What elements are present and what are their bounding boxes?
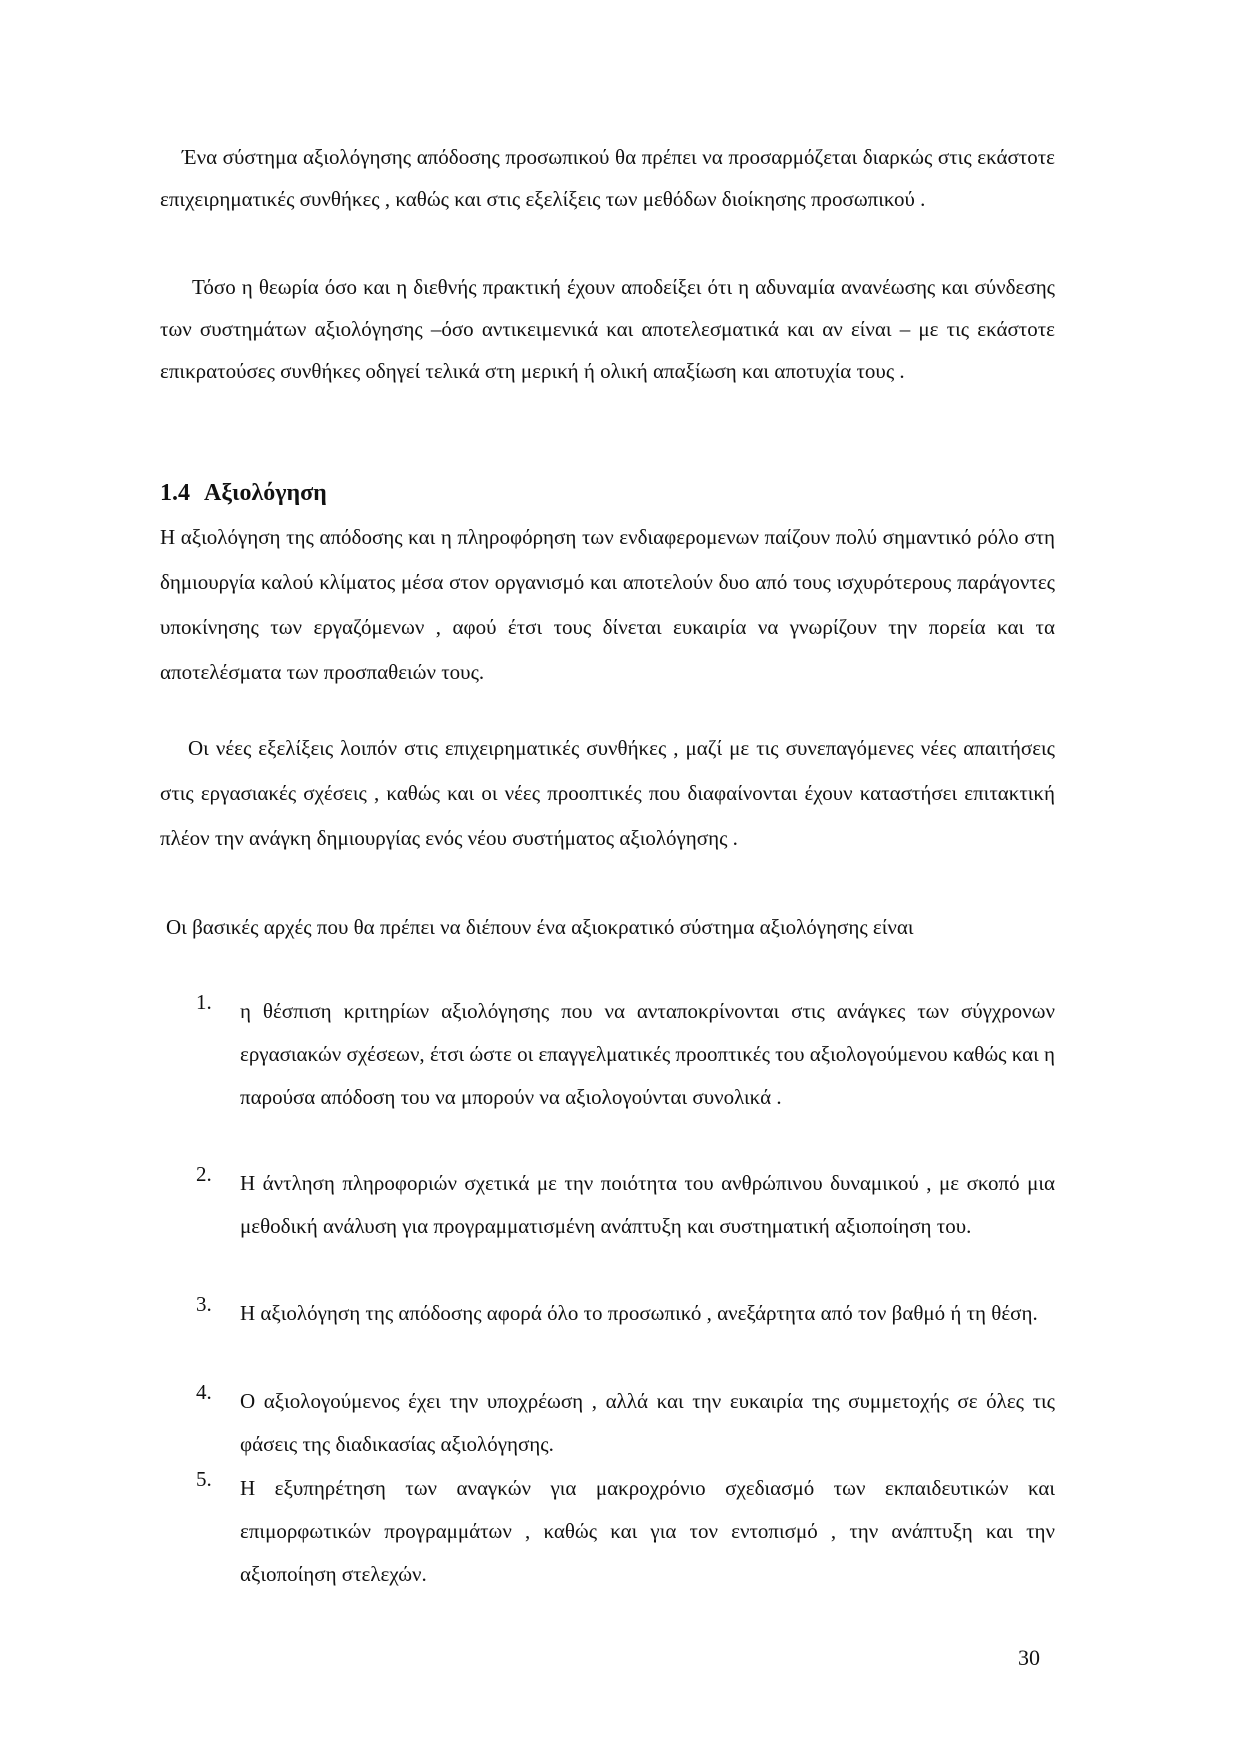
list-item-text: Η άντληση πληροφοριών σχετικά με την ποιότητα του ανθρώπινου δυναμικού , με σκοπό μια μεθοδική ανάλυση για προγραμματισμένη ανάπτυξη και συστηματική αξιοποίηση του.: [240, 1171, 1055, 1238]
list-item-number: 1.: [196, 990, 212, 1014]
list-item-text: Η αξιολόγηση της απόδοσης αφορά όλο το προσωπικό , ανεξάρτητα από τον βαθμό ή τη θέση.: [240, 1301, 1038, 1325]
paragraph-evaluation: [160, 515, 1055, 695]
list-item-text: Η εξυπηρέτηση των αναγκών για μακροχρόνιο σχεδιασμό των εκπαιδευτικών και επιμορφωτικών προγραμμάτων , καθώς και για τον εντοπισμό , την ανάπτυξη και την αξιοποίηση στελεχών.: [240, 1476, 1055, 1586]
list-item-text: η θέσπιση κριτηρίων αξιολόγησης που να ανταποκρίνονται στις ανάγκες των σύγχρονων εργασιακών σχέσεων, έτσι ώστε οι επαγγελματικές προοπτικές του αξιολογούμενου καθώς και η παρούσα απόδοση του να μπορούν να αξιολογούνται συνολικά .: [240, 999, 1055, 1109]
paragraph-theory: [160, 266, 1055, 392]
paragraph-theory-text: Τόσο η θεωρία όσο και η διεθνής πρακτική έχουν αποδείξει ότι η αδυναμία ανανέωσης και σύνδεσης των συστημάτων αξιολόγησης –όσο αντικειμενικά και αποτελεσματικά και αν είναι – με τις εκάστοτε επικρατούσες συνθήκες οδηγεί τελικά στη μερική ή ολική απαξίωση και αποτυχία τους .: [160, 275, 1055, 383]
list-item-text: Ο αξιολογούμενος έχει την υποχρέωση , αλλά και την ευκαιρία της συμμετοχής σε όλες τις φάσεις της διαδικασίας αξιολόγησης.: [240, 1389, 1055, 1456]
paragraph-principles-text: Οι βασικές αρχές που θα πρέπει να διέπουν ένα αξιοκρατικό σύστημα αξιολόγησης είναι: [166, 915, 914, 939]
paragraph-principles: [160, 905, 1055, 950]
paragraph-intro: [160, 136, 1055, 220]
page-number: 30: [1018, 1645, 1040, 1670]
section-number: 1.4: [160, 480, 190, 506]
paragraph-developments-text: Οι νέες εξελίξεις λοιπόν στις επιχειρηματικές συνθήκες , μαζί με τις συνεπαγόμενες νέες απαιτήσεις στις εργασιακές σχέσεις , καθώς και οι νέες προοπτικές που διαφαίνονται έχουν καταστήσει επιτακτική πλέον την ανάγκη δημιουργίας ενός νέου συστήματος αξιολόγησης .: [160, 736, 1055, 850]
paragraph-intro-text: Ένα σύστημα αξιολόγησης απόδοσης προσωπικού θα πρέπει να προσαρμόζεται διαρκώς στις εκάστοτε επιχειρηματικές συνθήκες , καθώς και στις εξελίξεις των μεθόδων διοίκησης προσωπικού .: [160, 145, 1055, 211]
list-item-number: 5.: [196, 1467, 212, 1491]
paragraph-evaluation-text: Η αξιολόγηση της απόδοσης και η πληροφόρηση των ενδιαφερομενων παίζουν πολύ σημαντικό ρόλο στη δημιουργία καλού κλίματος μέσα στον οργανισμό και αποτελούν δυο από τους ισχυρότερους παράγοντες υποκίνησης των εργαζόμενων , αφού έτσι τους δίνεται ευκαιρία να γνωρίζουν την πορεία και τα αποτελέσματα των προσπαθειών τους.: [160, 525, 1055, 684]
section-title: Αξιολόγηση: [204, 480, 327, 506]
paragraph-developments: [160, 726, 1055, 861]
section-heading: [160, 480, 327, 507]
list-item-number: 3.: [196, 1292, 212, 1316]
list-item-number: 4.: [196, 1380, 212, 1404]
list-item-number: 2.: [196, 1162, 212, 1186]
